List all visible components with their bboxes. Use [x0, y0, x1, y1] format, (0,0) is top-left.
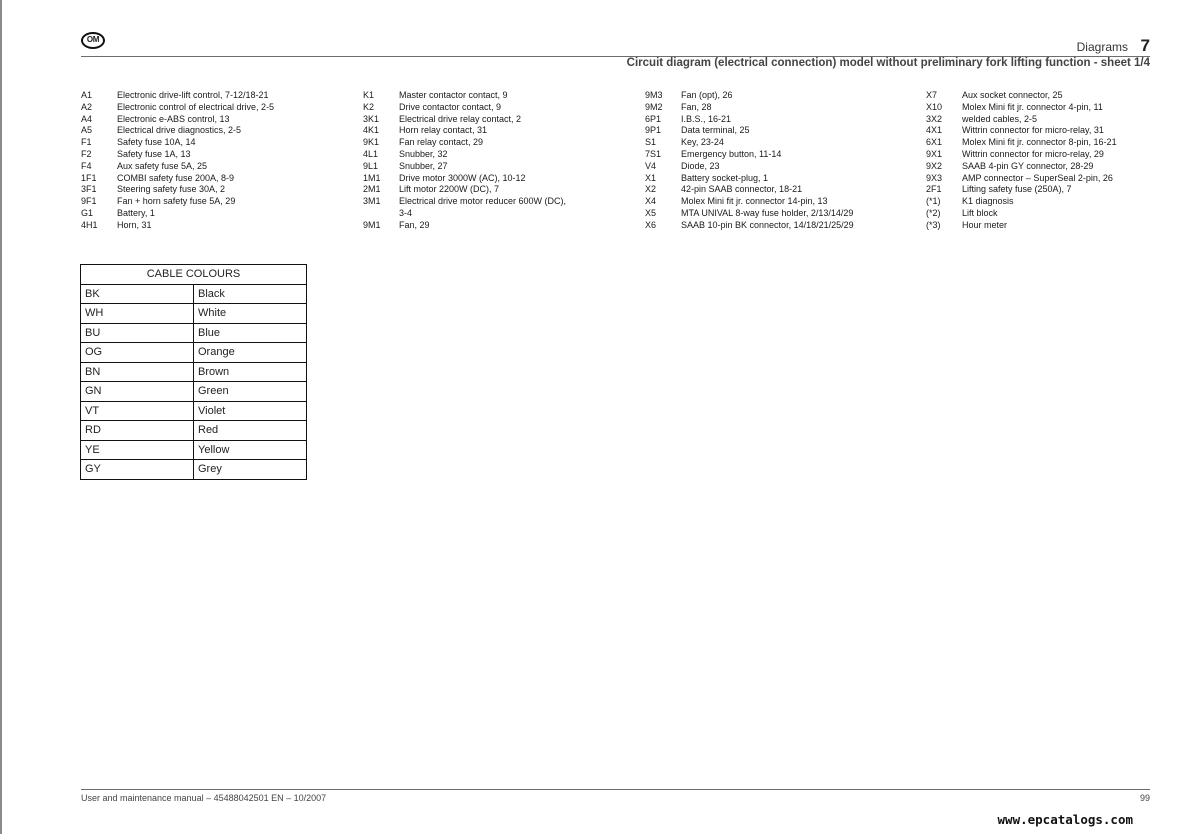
- legend-item: [926, 137, 1117, 149]
- colour-name: Yellow: [194, 440, 307, 460]
- table-row: [81, 382, 307, 402]
- legend-code: 2M1: [363, 184, 381, 195]
- legend-desc: Key, 23-24: [681, 137, 724, 148]
- legend-item: [926, 173, 1117, 185]
- legend-item: [926, 184, 1117, 196]
- legend-item: [81, 90, 274, 102]
- legend-code: 4H1: [81, 219, 98, 230]
- legend-code: 4K1: [363, 125, 380, 136]
- legend-item: [363, 220, 566, 232]
- legend-item: [645, 220, 854, 232]
- legend-item: [81, 114, 274, 126]
- legend-desc: Electrical drive relay contact, 2: [399, 113, 522, 124]
- legend-item: [363, 161, 566, 173]
- legend-desc: K1 diagnosis: [962, 196, 1014, 207]
- legend-code: A4: [81, 113, 93, 124]
- legend-code: A1: [81, 90, 93, 100]
- legend-item: [926, 161, 1117, 173]
- cable-colours-table: [80, 264, 307, 480]
- table-row: [81, 421, 307, 441]
- legend-item: [363, 137, 566, 149]
- legend-code: 2F1: [926, 184, 942, 195]
- legend-desc: Molex Mini fit jr. connector 14-pin, 13: [681, 196, 828, 207]
- legend-desc: Electronic control of electrical drive, 2-5: [117, 101, 275, 112]
- table-row: [81, 284, 307, 304]
- legend-item: [645, 90, 854, 102]
- legend-code: 9K1: [363, 137, 380, 148]
- legend-item: [81, 208, 274, 220]
- legend-item: [81, 125, 274, 137]
- legend-item: [926, 149, 1117, 161]
- legend-code: A5: [81, 125, 93, 136]
- legend-desc: Electrical drive diagnostics, 2-5: [117, 125, 242, 136]
- legend-code: S1: [645, 137, 657, 148]
- legend-desc: 3-4: [399, 207, 413, 218]
- legend-code: K1: [363, 90, 375, 100]
- legend-code: X2: [645, 184, 657, 195]
- legend-code: 9F1: [81, 196, 97, 207]
- legend-item: [363, 102, 566, 114]
- legend-desc: Data terminal, 25: [681, 125, 750, 136]
- legend-desc: Drive motor 3000W (AC), 10-12: [399, 172, 526, 183]
- section-label: Diagrams: [1076, 40, 1128, 54]
- colour-name: Violet: [194, 401, 307, 421]
- legend-column-1: [81, 90, 274, 232]
- legend-item: [81, 196, 274, 208]
- legend-code: 6X1: [926, 137, 943, 148]
- legend-column-3: [645, 90, 854, 232]
- legend-desc: Electrical drive motor reducer 600W (DC),: [399, 196, 567, 207]
- legend-item: [363, 208, 566, 220]
- legend-desc: Safety fuse 1A, 13: [117, 148, 191, 159]
- legend-item: [926, 114, 1117, 126]
- legend-item: [81, 137, 274, 149]
- legend-desc: Lift motor 2200W (DC), 7: [399, 184, 500, 195]
- legend-item: [645, 196, 854, 208]
- legend-item: [81, 102, 274, 114]
- legend-desc: Wittrin connector for micro-relay, 31: [962, 125, 1104, 136]
- watermark: www.epcatalogs.com: [997, 812, 1133, 827]
- legend-desc: I.B.S., 16-21: [681, 113, 732, 124]
- legend-code: (*3): [926, 219, 941, 230]
- colour-code: RD: [81, 421, 194, 441]
- legend-desc: Battery, 1: [117, 207, 155, 218]
- legend-desc: Molex Mini fit jr. connector 4-pin, 11: [962, 101, 1103, 112]
- legend-code: (*2): [926, 207, 941, 218]
- legend-code: G1: [81, 207, 94, 218]
- om-logo: OM: [81, 32, 105, 49]
- legend-code: 9L1: [363, 160, 379, 171]
- legend-code: X6: [645, 219, 657, 230]
- legend-desc: Drive contactor contact, 9: [399, 101, 502, 112]
- legend-desc: Snubber, 27: [399, 160, 448, 171]
- legend-code: 1F1: [81, 172, 97, 183]
- colour-name: Grey: [194, 460, 307, 480]
- legend-item: [645, 102, 854, 114]
- legend-item: [926, 90, 1117, 102]
- colour-code: YE: [81, 440, 194, 460]
- table-row: [81, 343, 307, 363]
- legend-item: [81, 149, 274, 161]
- legend-item: [645, 161, 854, 173]
- colour-code: BK: [81, 284, 194, 304]
- legend-item: [363, 114, 566, 126]
- legend-code: 6P1: [645, 113, 662, 124]
- legend-item: [363, 184, 566, 196]
- table-row: [81, 440, 307, 460]
- legend-item: [926, 196, 1117, 208]
- legend-item: [363, 90, 566, 102]
- legend-code: K2: [363, 101, 375, 112]
- colour-name: Blue: [194, 323, 307, 343]
- section-number: 7: [1140, 36, 1150, 55]
- legend-column-2: [363, 90, 566, 232]
- legend-desc: Electronic e-ABS control, 13: [117, 113, 230, 124]
- legend-desc: Electronic drive-lift control, 7-12/18-21: [117, 90, 269, 100]
- legend-desc: AMP connector – SuperSeal 2-pin, 26: [962, 172, 1113, 183]
- legend-code: X7: [926, 90, 938, 100]
- legend-code: (*1): [926, 196, 941, 207]
- legend-desc: Fan relay contact, 29: [399, 137, 484, 148]
- footer-rule: [81, 789, 1150, 790]
- legend-desc: Aux safety fuse 5A, 25: [117, 160, 208, 171]
- legend-desc: Diode, 23: [681, 160, 720, 171]
- legend-code: 3X2: [926, 113, 943, 124]
- legend-code: 9M3: [645, 90, 663, 100]
- legend-desc: SAAB 4-pin GY connector, 28-29: [962, 160, 1094, 171]
- legend-code: 9X2: [926, 160, 943, 171]
- legend-code: 4X1: [926, 125, 943, 136]
- legend-code: X10: [926, 101, 943, 112]
- legend-item: [363, 125, 566, 137]
- legend-code: F2: [81, 148, 92, 159]
- table-row: [81, 401, 307, 421]
- legend-desc: Wittrin connector for micro-relay, 29: [962, 148, 1104, 159]
- legend-item: [645, 208, 854, 220]
- legend-desc: Safety fuse 10A, 14: [117, 137, 196, 148]
- legend-desc: SAAB 10-pin BK connector, 14/18/21/25/29: [681, 219, 854, 230]
- legend-item: [363, 173, 566, 185]
- colour-name: Black: [194, 284, 307, 304]
- legend-desc: MTA UNIVAL 8-way fuse holder, 2/13/14/29: [681, 207, 854, 218]
- legend-code: F1: [81, 137, 92, 148]
- legend-desc: Lift block: [962, 207, 998, 218]
- legend-desc: Emergency button, 11-14: [681, 148, 782, 159]
- colour-code: GY: [81, 460, 194, 480]
- page-number: 99: [1139, 793, 1150, 803]
- legend-code: 9M1: [363, 219, 381, 230]
- legend-code: 7S1: [645, 148, 662, 159]
- legend-desc: Fan + horn safety fuse 5A, 29: [117, 196, 236, 207]
- colour-code: BU: [81, 323, 194, 343]
- legend-desc: Fan, 29: [399, 219, 430, 230]
- legend-code: V4: [645, 160, 657, 171]
- legend-code: 1M1: [363, 172, 381, 183]
- legend-desc: Fan, 28: [681, 101, 712, 112]
- legend-desc: Aux socket connector, 25: [962, 90, 1063, 100]
- legend-code: 4L1: [363, 148, 379, 159]
- legend-code: X1: [645, 172, 657, 183]
- legend-item: [926, 102, 1117, 114]
- legend-desc: Horn, 31: [117, 219, 152, 230]
- legend-column-4: [926, 90, 1117, 232]
- sheet-title: Circuit diagram (electrical connection) model without preliminary fork lifting function - sheet 1/4: [626, 57, 1150, 69]
- legend-code: 3K1: [363, 113, 380, 124]
- colour-code: OG: [81, 343, 194, 363]
- colour-name: Green: [194, 382, 307, 402]
- table-row: [81, 362, 307, 382]
- legend-desc: Steering safety fuse 30A, 2: [117, 184, 226, 195]
- legend-desc: Battery socket-plug, 1: [681, 172, 769, 183]
- legend-item: [645, 137, 854, 149]
- legend-desc: welded cables, 2-5: [962, 113, 1038, 124]
- legend-code: 3F1: [81, 184, 97, 195]
- legend-desc: Snubber, 32: [399, 148, 448, 159]
- colour-code: WH: [81, 304, 194, 324]
- legend-item: [645, 114, 854, 126]
- legend-code: 9X1: [926, 148, 943, 159]
- legend-desc: COMBI safety fuse 200A, 8-9: [117, 172, 235, 183]
- legend-desc: Molex Mini fit jr. connector 8-pin, 16-21: [962, 137, 1117, 148]
- legend-code: A2: [81, 101, 93, 112]
- legend-item: [363, 149, 566, 161]
- table-row: [81, 323, 307, 343]
- legend-item: [645, 149, 854, 161]
- colour-code: VT: [81, 401, 194, 421]
- table-header-row: [81, 265, 307, 285]
- legend-desc: Lifting safety fuse (250A), 7: [962, 184, 1072, 195]
- legend-item: [645, 184, 854, 196]
- table-row: [81, 460, 307, 480]
- legend-item: [926, 208, 1117, 220]
- legend-item: [81, 220, 274, 232]
- colour-code: GN: [81, 382, 194, 402]
- legend-code: 3M1: [363, 196, 381, 207]
- colour-name: Red: [194, 421, 307, 441]
- page-edge: [0, 0, 2, 834]
- legend-item: [81, 173, 274, 185]
- legend-item: [645, 125, 854, 137]
- legend-item: [926, 125, 1117, 137]
- legend-code: 9P1: [645, 125, 662, 136]
- colour-name: Brown: [194, 362, 307, 382]
- colour-name: White: [194, 304, 307, 324]
- table-row: [81, 304, 307, 324]
- legend-code: X5: [645, 207, 657, 218]
- legend-code: F4: [81, 160, 92, 171]
- colour-name: Orange: [194, 343, 307, 363]
- legend-code: [363, 208, 399, 220]
- legend-item: [81, 184, 274, 196]
- footer-manual-reference: User and maintenance manual – 45488042501 EN – 10/2007: [81, 793, 327, 803]
- legend-item: [81, 161, 274, 173]
- legend-code: 9X3: [926, 172, 943, 183]
- legend-item: [363, 196, 566, 208]
- legend-item: [926, 220, 1117, 232]
- legend-item: [645, 173, 854, 185]
- legend-desc: Horn relay contact, 31: [399, 125, 488, 136]
- legend-code: 9M2: [645, 101, 663, 112]
- legend-code: X4: [645, 196, 657, 207]
- legend-desc: 42-pin SAAB connector, 18-21: [681, 184, 803, 195]
- legend-desc: Master contactor contact, 9: [399, 90, 508, 100]
- colour-code: BN: [81, 362, 194, 382]
- cable-colours-title: CABLE COLOURS: [81, 265, 307, 285]
- legend-desc: Hour meter: [962, 219, 1008, 230]
- legend-desc: Fan (opt), 26: [681, 90, 733, 100]
